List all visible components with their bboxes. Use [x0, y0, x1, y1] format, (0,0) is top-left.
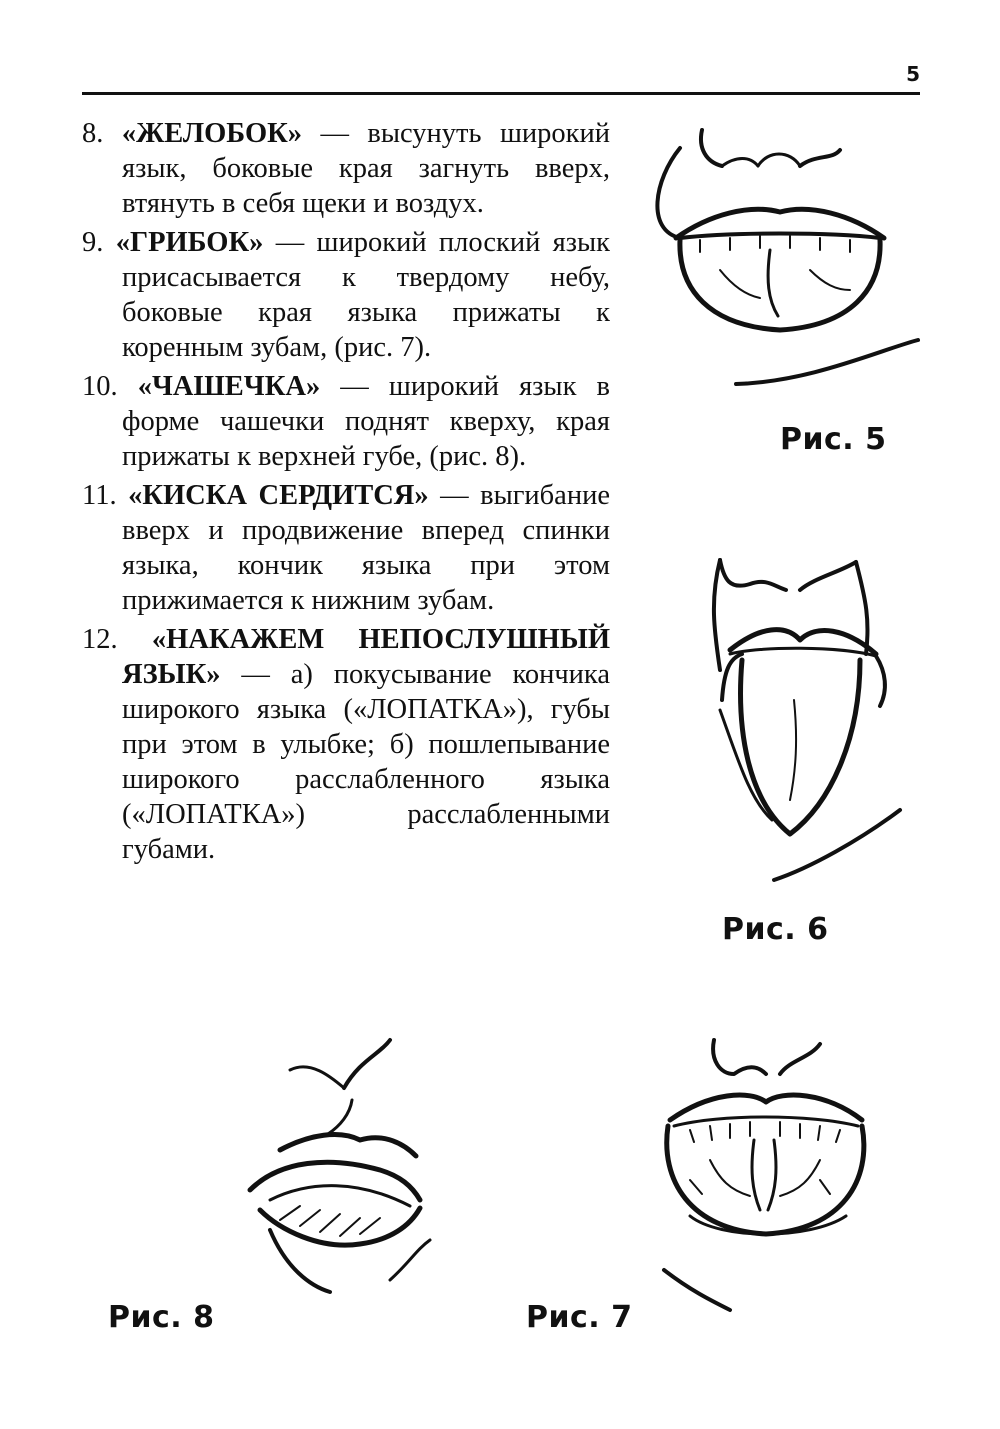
exercise-item — [82, 369, 610, 474]
figure-5-illustration — [640, 120, 930, 400]
figure-8-illustration — [240, 1030, 460, 1310]
exercise-list — [82, 116, 610, 871]
figure-6-illustration — [690, 550, 910, 890]
figure-7-caption: Рис. 7 — [526, 1300, 633, 1335]
exercise-number: 11. — [82, 480, 117, 511]
exercise-text: — выгибание вверх и продвижение вперед спинки языка, кончик языка при этом прижимается к нижним зубам. — [122, 480, 610, 616]
exercise-text: — широкий язык в форме чашечки поднят кверху, края прижаты к верхней губе, (рис. 8). — [122, 371, 610, 472]
exercise-name: «НАКАЖЕМ НЕПОСЛУШНЫЙ ЯЗЫК» — [122, 624, 610, 690]
figure-8-caption: Рис. 8 — [108, 1300, 215, 1335]
exercise-item — [82, 225, 610, 365]
exercise-number: 9. — [82, 227, 104, 258]
exercise-name: «КИСКА СЕРДИТСЯ» — [128, 480, 429, 511]
figure-5-caption: Рис. 5 — [780, 422, 887, 457]
exercise-number: 8. — [82, 118, 104, 149]
exercise-item — [82, 116, 610, 221]
exercise-number: 10. — [82, 371, 118, 402]
exercise-number: 12. — [82, 624, 118, 655]
figure-6-caption: Рис. 6 — [722, 912, 829, 947]
exercise-name: «ГРИБОК» — [115, 227, 264, 258]
exercise-text: — высунуть широкий язык, боковые края загнуть вверх, втянуть в себя щеки и воздух. — [122, 118, 610, 219]
exercise-item — [82, 622, 610, 867]
figure-7-illustration — [650, 1030, 880, 1320]
header-rule — [82, 92, 920, 95]
exercise-text: — а) покусывание кончика широкого языка («ЛОПАТКА»), губы при этом в улыбке; б) пошлепывание широкого расслабленного языка («ЛОПАТКА») расслабленными губами. — [122, 659, 610, 865]
page-number: 5 — [906, 62, 920, 86]
exercise-text: — широкий плоский язык присасывается к твердому небу, боковые края языка прижаты к коренным зубам, (рис. 7). — [122, 227, 611, 363]
exercise-item — [82, 478, 610, 618]
exercise-name: «ЧАШЕЧКА» — [137, 371, 321, 402]
exercise-name: «ЖЕЛОБОК» — [121, 118, 303, 149]
